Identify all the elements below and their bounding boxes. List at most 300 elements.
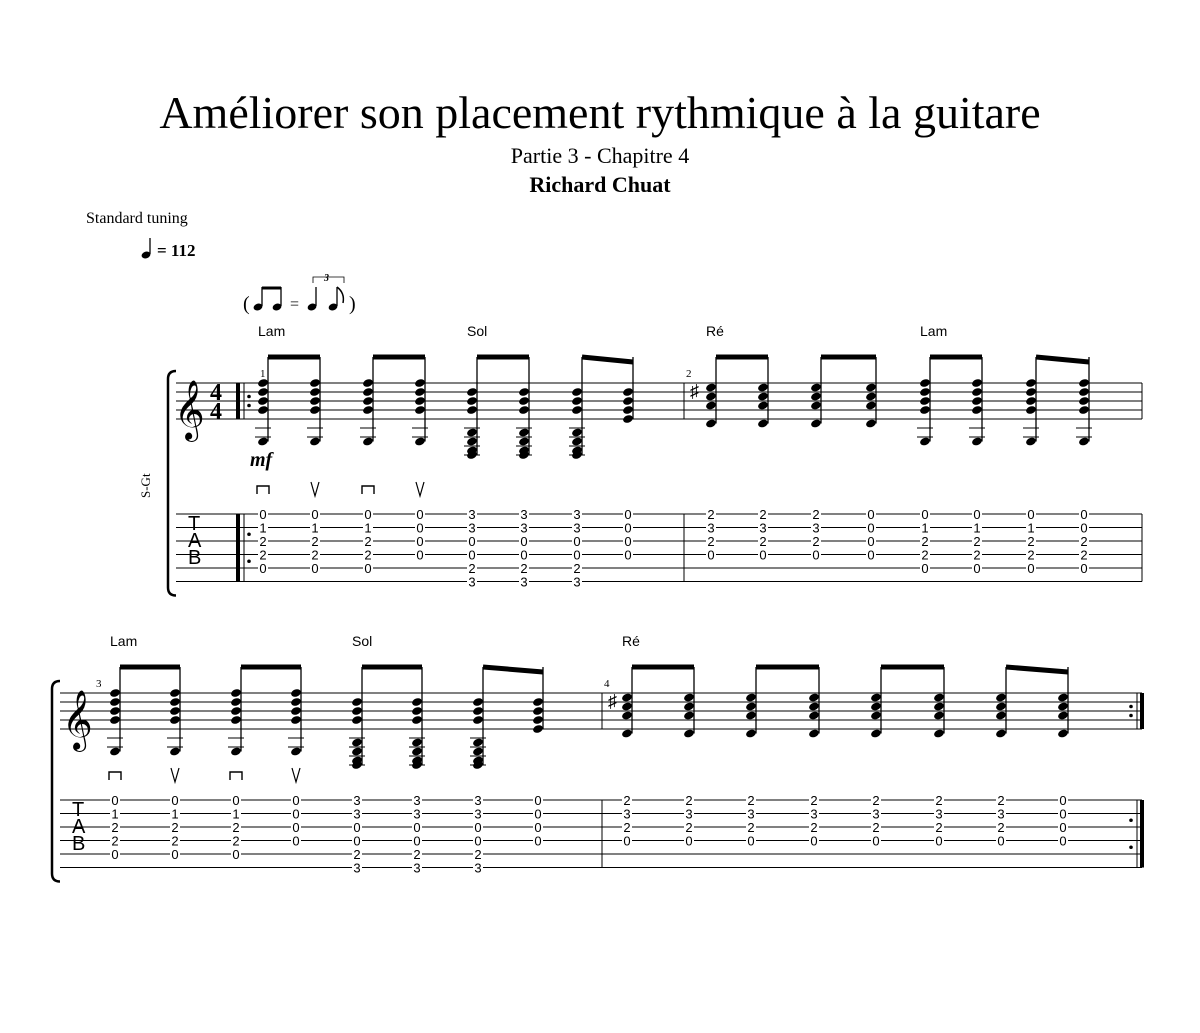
note-head [1078,387,1090,397]
sharp-icon: ♯ [690,381,699,401]
note-head [971,396,983,406]
tab-number: 0 [232,793,240,808]
tab-number: 0 [1080,520,1088,536]
swing-indication [243,273,356,315]
note-head [705,418,717,428]
tab-number: 2 [520,561,528,576]
note-head [518,427,530,437]
note-head [571,396,583,406]
tuplet-number: 3 [324,273,329,284]
repeat-dot [1129,705,1133,709]
note-head [309,396,321,406]
tab-number: 0 [292,833,300,849]
tab-number: 0 [111,793,119,808]
treble-clef-icon: 𝄞 [174,382,205,439]
tempo-marking [141,238,196,260]
tab-number: 2 [171,820,179,835]
note-head [621,728,633,738]
note-head [810,418,822,428]
note-head [472,737,484,747]
tab-number: 2 [1080,534,1088,549]
tab-number: 1 [1027,520,1035,536]
chord-name: Lam [258,323,286,339]
note-head [571,436,583,446]
tab-number: 0 [364,561,372,576]
note-head [257,405,269,415]
tab-number: 3 [707,520,715,536]
note-head [230,706,242,716]
tab-number: 0 [747,833,755,849]
note-head [518,396,530,406]
tab-number: 3 [474,860,482,876]
chord-name: Sol [352,633,373,649]
tab-number: 3 [623,806,631,822]
note-head [870,692,882,702]
upstroke-icon [416,482,424,496]
note-head [971,436,983,446]
tab-number: 2 [997,820,1005,835]
tab-number: 0 [867,547,875,563]
note-head [309,387,321,397]
note-head [466,405,478,415]
tab-number: 2 [759,507,767,522]
note-head [414,396,426,406]
measure-number: 2 [686,368,692,380]
tab-number: 2 [810,820,818,835]
tab-clef-letter: T [72,799,85,821]
tab-number: 2 [232,833,240,849]
score-subtitle: Partie 3 - Chapitre 4 [510,143,690,168]
note-head [621,692,633,702]
note-head [919,396,931,406]
note-head [1025,405,1037,415]
beam [1036,357,1089,362]
note-head [109,697,121,707]
note-head [622,414,634,424]
note-head [933,701,945,711]
tab-number: 0 [413,820,421,835]
chord-name: Sol [467,323,488,339]
tab-clef-letter: A [188,530,202,552]
tab-number: 0 [292,820,300,835]
note-head [362,436,374,446]
note-head [230,697,242,707]
note-head [351,737,363,747]
note-head [309,436,321,446]
note-head [865,382,877,392]
tab-number: 0 [935,833,943,849]
measure-number: 1 [260,368,266,380]
tab-number: 2 [1027,534,1035,549]
tab-number: 0 [973,507,981,522]
tab-number: 2 [468,561,476,576]
note-head [971,378,983,388]
note-head [351,715,363,725]
note-head [362,396,374,406]
note-head [411,737,423,747]
tab-number: 0 [624,507,632,522]
upstroke-icon [292,768,300,782]
note-head [808,728,820,738]
measure-2 [686,323,1142,582]
repeat-dot [247,532,251,536]
tab-number: 3 [573,520,581,536]
sharp-icon: ♯ [608,691,617,711]
beam [483,667,543,672]
note-head [745,710,757,720]
tab-clef-letter: T [188,513,201,535]
note-head [414,387,426,397]
tab-number: 0 [1059,820,1067,835]
tab-number: 0 [1027,507,1035,522]
tab-number: 2 [364,534,372,549]
tab-number: 2 [973,547,981,563]
note-head [290,688,302,698]
instrument-label: S-Gt [138,473,153,498]
score-title: Améliorer son placement rythmique à la guitare [159,87,1041,138]
tab-number: 3 [413,860,421,876]
tab-number: 0 [416,547,424,563]
note-head [466,387,478,397]
tab-number: 3 [812,520,820,536]
note-head [808,692,820,702]
note-head [532,706,544,716]
tab-number: 2 [171,833,179,849]
note-head [109,706,121,716]
tab-number: 2 [747,820,755,835]
note-head [933,728,945,738]
repeat-dot [247,395,251,399]
system-2 [52,633,1142,882]
tempo-value: = 112 [157,241,196,260]
time-signature-top: 4 [210,380,222,406]
tab-number: 2 [812,507,820,522]
tab-number: 3 [353,806,361,822]
note-head [995,710,1007,720]
tab-number: 0 [534,820,542,835]
note-head [622,396,634,406]
note-head [865,418,877,428]
tab-number: 0 [364,507,372,522]
tab-number: 2 [685,793,693,808]
tab-number: 3 [468,574,476,590]
note-head [257,436,269,446]
tab-number: 0 [534,806,542,822]
time-signature-bottom: 4 [210,399,222,425]
tab-number: 1 [921,520,929,536]
tab-number: 0 [623,833,631,849]
tab-number: 2 [685,820,693,835]
tab-number: 3 [520,520,528,536]
note-head [683,692,695,702]
tab-number: 2 [259,547,267,563]
note-head [571,387,583,397]
note-head [351,746,363,756]
tab-number: 3 [413,806,421,822]
tab-number: 2 [1027,547,1035,563]
note-head [109,688,121,698]
tab-number: 0 [867,507,875,522]
upstroke-icon [171,768,179,782]
note-head [919,387,931,397]
note-head [757,418,769,428]
tab-clef-letter: A [72,816,86,838]
note-head [1025,387,1037,397]
tab-number: 2 [921,534,929,549]
note-head [257,378,269,388]
downstroke-icon [362,486,374,494]
tab-number: 0 [259,507,267,522]
tab-number: 2 [364,547,372,563]
note-head [810,400,822,410]
note-head [683,701,695,711]
note-head [622,387,634,397]
tab-number: 2 [812,534,820,549]
tab-number: 0 [812,547,820,563]
repeat-dot [247,559,251,563]
downstroke-icon [230,772,242,780]
tab-number: 1 [364,520,372,536]
note-head [290,697,302,707]
tab-number: 2 [111,833,119,849]
tab-number: 2 [935,793,943,808]
tab-number: 3 [520,507,528,522]
treble-clef-icon: 𝄞 [62,692,93,749]
tab-number: 3 [468,520,476,536]
tab-number: 3 [810,806,818,822]
note-head [362,378,374,388]
note-head [808,701,820,711]
note-head [1025,396,1037,406]
note-head [169,715,181,725]
note-head [532,724,544,734]
tab-number: 3 [468,507,476,522]
note-head [1057,710,1069,720]
note-head [745,701,757,711]
note-head [532,715,544,725]
tab-number: 2 [707,507,715,522]
note-head [865,391,877,401]
tab-number: 3 [520,574,528,590]
tab-number: 0 [232,847,240,862]
note-head [466,436,478,446]
note-head [865,400,877,410]
tab-number: 0 [111,847,119,862]
beam [1006,667,1068,672]
beam [582,357,633,362]
note-head [109,715,121,725]
tab-number: 0 [474,820,482,835]
note-head [757,382,769,392]
note-head [290,715,302,725]
note-head [169,706,181,716]
note-head [933,692,945,702]
note-head [309,378,321,388]
tab-number: 1 [973,520,981,536]
note-head [466,396,478,406]
tab-number: 0 [416,507,424,522]
tab-number: 3 [474,806,482,822]
svg-text:): ) [349,293,356,315]
repeat-dot [1129,714,1133,718]
note-head [257,396,269,406]
note-head [1025,378,1037,388]
tab-number: 0 [573,534,581,549]
note-head [532,697,544,707]
note-head [705,382,717,392]
measure-1 [255,323,684,590]
tab-number: 2 [973,534,981,549]
tab-number: 3 [685,806,693,822]
note-head [472,715,484,725]
tab-number: 3 [413,793,421,808]
note-head [745,728,757,738]
note-head [472,697,484,707]
tab-number: 2 [623,820,631,835]
tab-number: 0 [468,534,476,549]
tab-number: 2 [353,847,361,862]
tab-number: 3 [573,574,581,590]
tab-number: 0 [292,806,300,822]
note-head [351,697,363,707]
downstroke-icon [109,772,121,780]
tab-number: 0 [624,534,632,549]
note-head [870,728,882,738]
tab-number: 0 [921,507,929,522]
note-head [683,728,695,738]
note-head [518,436,530,446]
tab-number: 0 [171,793,179,808]
tab-number: 0 [872,833,880,849]
tab-number: 0 [468,547,476,563]
tab-number: 1 [232,806,240,822]
downstroke-icon [257,486,269,494]
note-head [757,391,769,401]
chord-name: Ré [622,633,640,649]
tab-number: 3 [747,806,755,822]
tab-number: 0 [707,547,715,563]
tab-number: 0 [413,833,421,849]
note-head [933,710,945,720]
tab-number: 0 [1027,561,1035,576]
upstroke-icon [311,482,319,496]
note-head [411,746,423,756]
score-systems [52,323,1142,882]
system-bracket [52,681,60,882]
tab-number: 0 [867,534,875,549]
note-head [810,382,822,392]
note-head [257,387,269,397]
note-head [919,405,931,415]
tab-number: 2 [1080,547,1088,563]
note-head [230,715,242,725]
tab-number: 0 [416,520,424,536]
tab-number: 0 [759,547,767,563]
note-head [757,400,769,410]
score-author: Richard Chuat [529,172,671,197]
note-head [971,405,983,415]
tab-number: 0 [311,561,319,576]
note-head [810,391,822,401]
note-head [466,427,478,437]
repeat-dot [1129,845,1133,849]
note-head [1078,378,1090,388]
tab-number: 2 [573,561,581,576]
tab-number: 2 [707,534,715,549]
note-head [1057,692,1069,702]
note-head [705,400,717,410]
note-head [362,405,374,415]
tab-number: 2 [872,820,880,835]
note-head [1057,701,1069,711]
tab-number: 1 [259,520,267,536]
note-head [109,746,121,756]
note-head [870,701,882,711]
tab-number: 0 [1059,793,1067,808]
tab-clef-letter: B [188,547,202,569]
dynamic-marking: mf [250,449,273,471]
tab-number: 0 [534,793,542,808]
note-head [919,378,931,388]
tab-number: 2 [935,820,943,835]
note-head [705,391,717,401]
note-head [995,728,1007,738]
tab-number: 2 [259,534,267,549]
note-head [621,710,633,720]
note-head [808,710,820,720]
tab-number: 2 [232,820,240,835]
tab-number: 0 [353,820,361,835]
tab-number: 2 [413,847,421,862]
note-head [621,701,633,711]
tab-number: 2 [997,793,1005,808]
tab-number: 2 [759,534,767,549]
tab-number: 0 [921,561,929,576]
note-head [971,387,983,397]
note-head [290,746,302,756]
tab-number: 2 [111,820,119,835]
tab-number: 0 [997,833,1005,849]
tab-number: 3 [573,507,581,522]
note-head [230,746,242,756]
note-head [309,405,321,415]
tab-number: 2 [810,793,818,808]
note-head [472,746,484,756]
note-head [351,706,363,716]
note-head [290,706,302,716]
tab-number: 2 [623,793,631,808]
tab-number: 0 [171,847,179,862]
tab-number: 3 [474,793,482,808]
note-head [411,715,423,725]
tab-number: 3 [353,860,361,876]
tab-clef-letter: B [72,833,86,855]
tab-number: 0 [353,833,361,849]
chord-name: Lam [920,323,948,339]
note-head [571,427,583,437]
chord-name: Ré [706,323,724,339]
note-head [169,746,181,756]
tab-number: 3 [997,806,1005,822]
tab-number: 1 [311,520,319,536]
note-head [683,710,695,720]
tab-number: 0 [520,547,528,563]
tab-number: 0 [973,561,981,576]
tab-number: 3 [353,793,361,808]
tab-number: 0 [810,833,818,849]
measure-4 [604,633,1069,849]
tab-number: 3 [935,806,943,822]
